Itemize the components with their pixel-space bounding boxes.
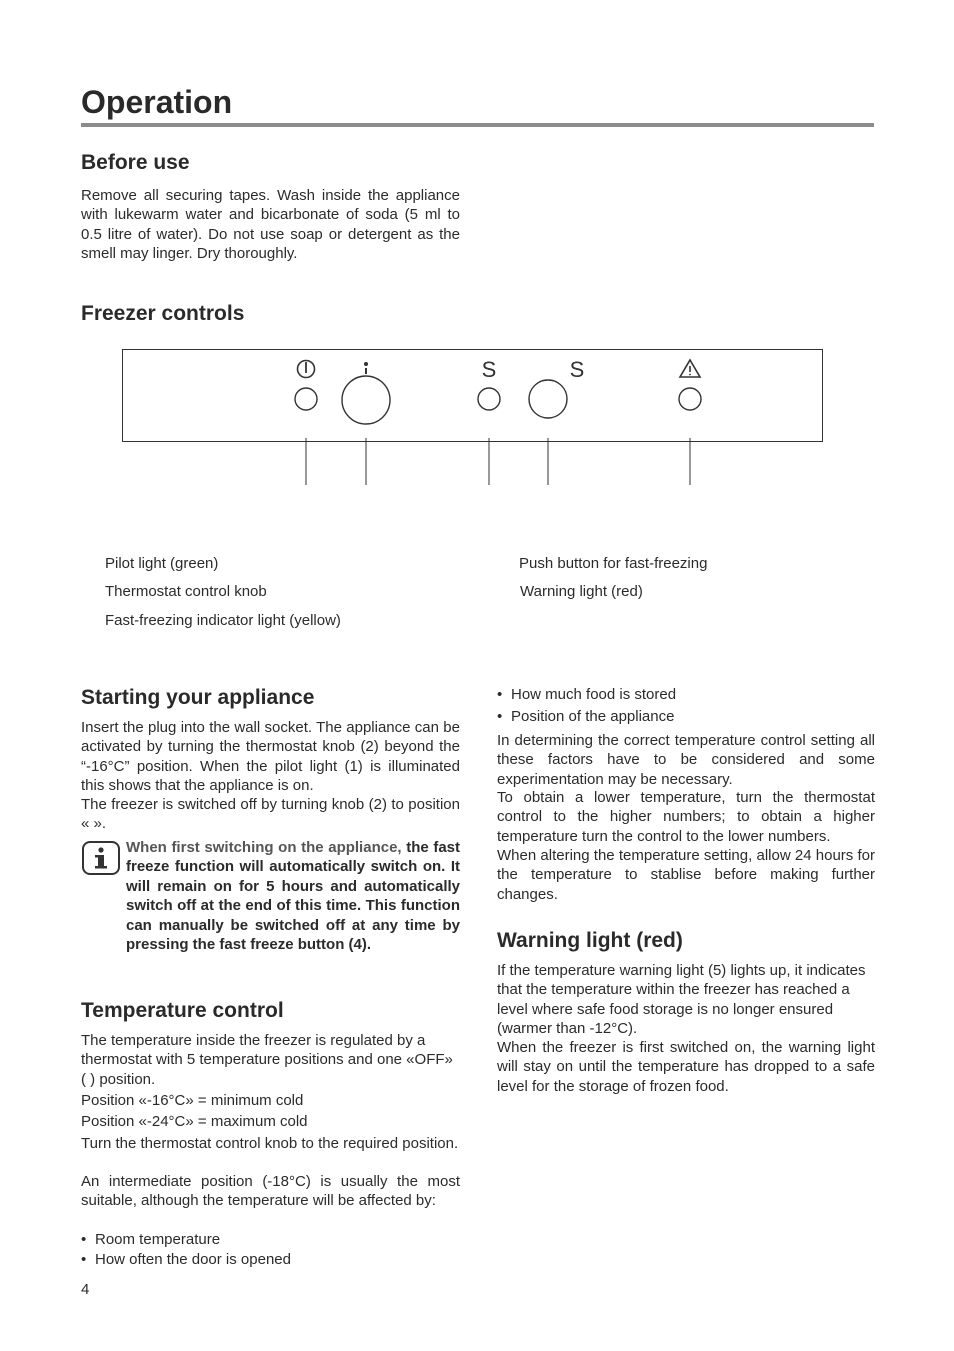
list-item: • Position of the appliance — [497, 706, 676, 728]
thermostat-dot-icon — [364, 362, 368, 374]
legend-thermostat-knob: Thermostat control knob — [105, 583, 267, 600]
temperature-para3: An intermediate position (-18°C) is usually the most suitable, although the temperature will be affected by: — [81, 1173, 460, 1210]
list-item: • How much food is stored — [497, 684, 676, 706]
starting-heading: Starting your appliance — [81, 686, 315, 709]
legend-fast-freeze-button: Push button for fast-freezing — [519, 555, 708, 572]
legend-warning-light: Warning light (red) — [520, 583, 643, 600]
freezer-controls-heading: Freezer controls — [81, 302, 245, 325]
fast-freeze-indicator-light — [478, 388, 500, 410]
note-lead: When first switching on the appliance, — [126, 839, 402, 856]
temperature-pos-min: Position «-16°C» = minimum cold — [81, 1092, 304, 1109]
thermostat-knob — [342, 376, 390, 424]
temperature-para4: In determining the correct temperature control setting all these factors have to be considered and some experimentation may be necessary. — [497, 732, 875, 788]
temperature-heading: Temperature control — [81, 999, 284, 1022]
temperature-para5: To obtain a lower temperature, turn the thermostat control to the higher numbers; to obtain a higher temperature turn the control to the lower numbers. — [497, 789, 875, 845]
before-use-heading: Before use — [81, 151, 190, 174]
starting-para1: Insert the plug into the wall socket. The appliance can be activated by turning the thermostat knob (2) beyond the “-16°C” position. When the pilot light (1) is illuminated this shows that the appliance is on. — [81, 719, 460, 795]
temperature-para6: When altering the temperature setting, allow 24 hours for the temperature to stablise before making further changes. — [497, 847, 875, 903]
fast-freeze-button-symbol: S — [569, 357, 585, 382]
power-icon — [298, 361, 315, 378]
temperature-para1: The temperature inside the freezer is regulated by a thermostat with 5 temperature positions and one «OFF» ( ) position. — [81, 1032, 453, 1088]
factors-list-right — [497, 684, 676, 728]
info-icon — [81, 840, 121, 876]
legend-fast-freeze-light: Fast-freezing indicator light (yellow) — [105, 612, 341, 629]
warning-para2: When the freezer is first switched on, the warning light will stay on until the temperature has dropped to a safe level for the storage of frozen food. — [497, 1039, 875, 1095]
warning-triangle-icon — [680, 360, 700, 377]
pilot-light — [295, 388, 317, 410]
fast-freeze-button — [529, 380, 567, 418]
legend-pilot-light: Pilot light (green) — [105, 555, 219, 572]
warning-para1: If the temperature warning light (5) lights up, it indicates that the temperature within the freezer has reached a level where safe food storage is no longer ensured (warmer than -12°C). — [497, 962, 866, 1038]
page-title: Operation — [81, 84, 233, 120]
starting-para2: The freezer is switched off by turning knob (2) to position « ». — [81, 796, 460, 833]
list-item: • How often the door is opened — [81, 1250, 291, 1270]
control-panel-diagram — [0, 340, 954, 490]
title-rule — [81, 123, 874, 127]
list-item: • Room temperature — [81, 1230, 291, 1250]
warning-light — [679, 388, 701, 410]
factors-list-left — [81, 1230, 291, 1270]
fast-freeze-symbol: S — [481, 357, 497, 382]
before-use-text: Remove all securing tapes. Wash inside the appliance with lukewarm water and bicarbonate of soda (5 ml to 0.5 litre of water). Do not use soap or detergent as the smell may linger. Dry thoroughly. — [81, 187, 460, 263]
temperature-pos-max: Position «-24°C» = maximum cold — [81, 1113, 308, 1130]
note-rest: the fast freeze function will automatically switch on. It will remain on for 5 hours and automatically switch off at the end of this time. This function can manually be switched off at any time by pressing the fast freeze button (4). — [126, 839, 460, 954]
warning-heading: Warning light (red) — [497, 929, 683, 952]
leader-lines — [306, 438, 690, 485]
temperature-para2: Turn the thermostat control knob to the required position. — [81, 1135, 459, 1152]
page-number: 4 — [81, 1281, 90, 1298]
fast-freeze-note — [126, 838, 460, 954]
